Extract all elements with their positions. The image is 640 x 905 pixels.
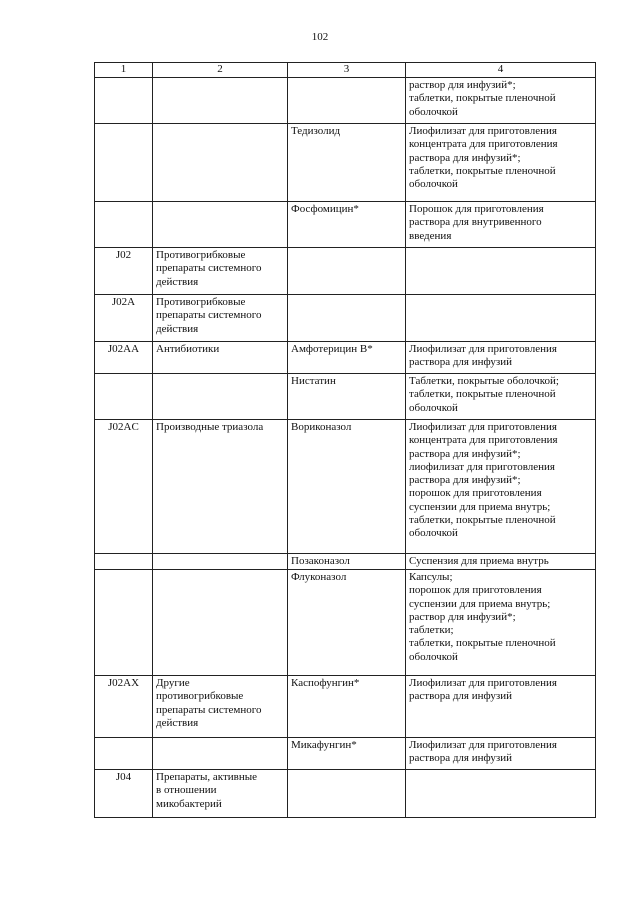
dosage-form-cell [406, 248, 596, 295]
atc-code-cell: J02 [95, 248, 153, 295]
dosage-form-line: раствора для инфузий*; [409, 447, 521, 460]
group-name-cell [153, 202, 288, 248]
atc-code-cell: J02A [95, 295, 153, 342]
table-row [95, 202, 596, 248]
group-name-line: Противогрибковые [156, 249, 246, 261]
dosage-form-line: раствор для инфузий*; [409, 610, 516, 623]
header-col-2: 2 [153, 63, 288, 78]
dosage-form-cell [406, 770, 596, 818]
atc-code-cell [95, 202, 153, 248]
dosage-form-line: оболочкой [409, 527, 458, 540]
header-col-4: 4 [406, 63, 596, 78]
group-name-cell [153, 676, 288, 738]
group-name-cell [153, 554, 288, 570]
table-row [95, 374, 596, 420]
dosage-form-line: концентрата для приготовления [409, 138, 558, 151]
dosage-form-line: таблетки; [409, 624, 454, 637]
medicines-table [94, 62, 596, 818]
group-name-line: Производные триазола [156, 421, 264, 433]
dosage-form-cell [406, 342, 596, 374]
group-name-cell [153, 342, 288, 374]
dosage-form-line: суспензии для приема внутрь; [409, 500, 551, 513]
drug-name-cell: Каспофунгин* [288, 676, 406, 738]
table-row [95, 570, 596, 676]
dosage-form-line: раствора для инфузий [409, 752, 512, 765]
table-body [95, 78, 596, 818]
atc-code-cell: J02AA [95, 342, 153, 374]
dosage-form-line: раствора для инфузий [409, 356, 512, 369]
dosage-form-line: таблетки, покрытые пленочной [409, 388, 556, 401]
header-col-1: 1 [95, 63, 153, 78]
group-name-line: противогрибковые [156, 690, 244, 703]
group-name-cell [153, 248, 288, 295]
dosage-form-line: раствора для инфузий*; [409, 474, 521, 487]
group-name-line: действия [156, 322, 199, 335]
group-name-cell [153, 770, 288, 818]
dosage-form-line: таблетки, покрытые пленочной [409, 164, 556, 177]
dosage-form-cell [406, 570, 596, 676]
atc-code-cell [95, 570, 153, 676]
dosage-form-line: концентрата для приготовления [409, 434, 558, 447]
dosage-form-line: порошок для приготовления [409, 487, 542, 500]
group-name-line: препараты системного [156, 262, 262, 275]
dosage-form-line: введения [409, 229, 452, 242]
dosage-form-cell [406, 295, 596, 342]
dosage-form-cell [406, 738, 596, 770]
table-row [95, 770, 596, 818]
group-name-cell [153, 124, 288, 202]
group-name-line: препараты системного [156, 703, 262, 716]
group-name-cell [153, 374, 288, 420]
dosage-form-line: оболочкой [409, 178, 458, 191]
group-name-cell [153, 738, 288, 770]
dosage-form-line: таблетки, покрытые пленочной [409, 637, 556, 650]
dosage-form-line: оболочкой [409, 401, 458, 414]
dosage-form-line: оболочкой [409, 650, 458, 663]
dosage-form-line: Лиофилизат для приготовления [409, 739, 557, 751]
dosage-form-line: раствора для внутривенного [409, 216, 542, 229]
group-name-cell [153, 295, 288, 342]
dosage-form-cell [406, 374, 596, 420]
drug-name-cell: Вориконазол [288, 420, 406, 554]
atc-code-cell [95, 78, 153, 124]
dosage-form-line: Лиофилизат для приготовления [409, 677, 557, 689]
table-row [95, 554, 596, 570]
group-name-line: Другие [156, 677, 190, 689]
group-name-line: препараты системного [156, 309, 262, 322]
table-row [95, 420, 596, 554]
group-name-line: действия [156, 716, 199, 729]
dosage-form-line: Лиофилизат для приготовления [409, 343, 557, 355]
table-row [95, 676, 596, 738]
dosage-form-cell [406, 420, 596, 554]
dosage-form-line: Капсулы; [409, 571, 453, 583]
dosage-form-line: таблетки, покрытые пленочной [409, 514, 556, 527]
group-name-line: Антибиотики [156, 343, 220, 355]
atc-code-cell [95, 374, 153, 420]
drug-name-cell: Амфотерицин В* [288, 342, 406, 374]
atc-code-cell: J02AC [95, 420, 153, 554]
table-row [95, 342, 596, 374]
drug-name-cell [288, 248, 406, 295]
drug-name-cell: Тедизолид [288, 124, 406, 202]
table-row [95, 78, 596, 124]
dosage-form-cell [406, 676, 596, 738]
drug-name-cell [288, 295, 406, 342]
table-row [95, 124, 596, 202]
header-row [95, 63, 596, 78]
dosage-form-line: Лиофилизат для приготовления [409, 125, 557, 137]
header-col-3: 3 [288, 63, 406, 78]
dosage-form-line: Таблетки, покрытые оболочкой; [409, 375, 559, 387]
dosage-form-line: раствор для инфузий*; [409, 79, 516, 91]
atc-code-cell [95, 554, 153, 570]
drug-name-cell: Флуконазол [288, 570, 406, 676]
atc-code-cell: J04 [95, 770, 153, 818]
group-name-line: Препараты, активные [156, 771, 258, 783]
dosage-form-line: раствора для инфузий*; [409, 151, 521, 164]
dosage-form-line: таблетки, покрытые пленочной [409, 92, 556, 105]
group-name-cell [153, 570, 288, 676]
dosage-form-line: Порошок для приготовления [409, 203, 544, 215]
atc-code-cell [95, 124, 153, 202]
dosage-form-line: оболочкой [409, 105, 458, 118]
dosage-form-line: Лиофилизат для приготовления [409, 421, 557, 433]
drug-name-cell: Нистатин [288, 374, 406, 420]
drug-name-cell: Микафунгин* [288, 738, 406, 770]
table-row [95, 738, 596, 770]
dosage-form-line: порошок для приготовления [409, 584, 542, 597]
dosage-form-line: Суспензия для приема внутрь [409, 555, 549, 567]
dosage-form-line: суспензии для приема внутрь; [409, 597, 551, 610]
dosage-form-cell [406, 124, 596, 202]
atc-code-cell: J02AX [95, 676, 153, 738]
group-name-line: микобактерий [156, 797, 222, 810]
atc-code-cell [95, 738, 153, 770]
dosage-form-cell [406, 78, 596, 124]
drug-name-cell [288, 770, 406, 818]
table-row [95, 248, 596, 295]
dosage-form-line: лиофилизат для приготовления [409, 460, 555, 473]
dosage-form-cell [406, 554, 596, 570]
group-name-line: действия [156, 275, 199, 288]
dosage-form-cell [406, 202, 596, 248]
group-name-line: в отношении [156, 784, 217, 797]
page-number: 102 [311, 31, 329, 43]
group-name-line: Противогрибковые [156, 296, 246, 308]
group-name-cell [153, 420, 288, 554]
drug-name-cell: Фосфомицин* [288, 202, 406, 248]
table-row [95, 295, 596, 342]
dosage-form-line: раствора для инфузий [409, 690, 512, 703]
drug-name-cell [288, 78, 406, 124]
group-name-cell [153, 78, 288, 124]
drug-name-cell: Позаконазол [288, 554, 406, 570]
